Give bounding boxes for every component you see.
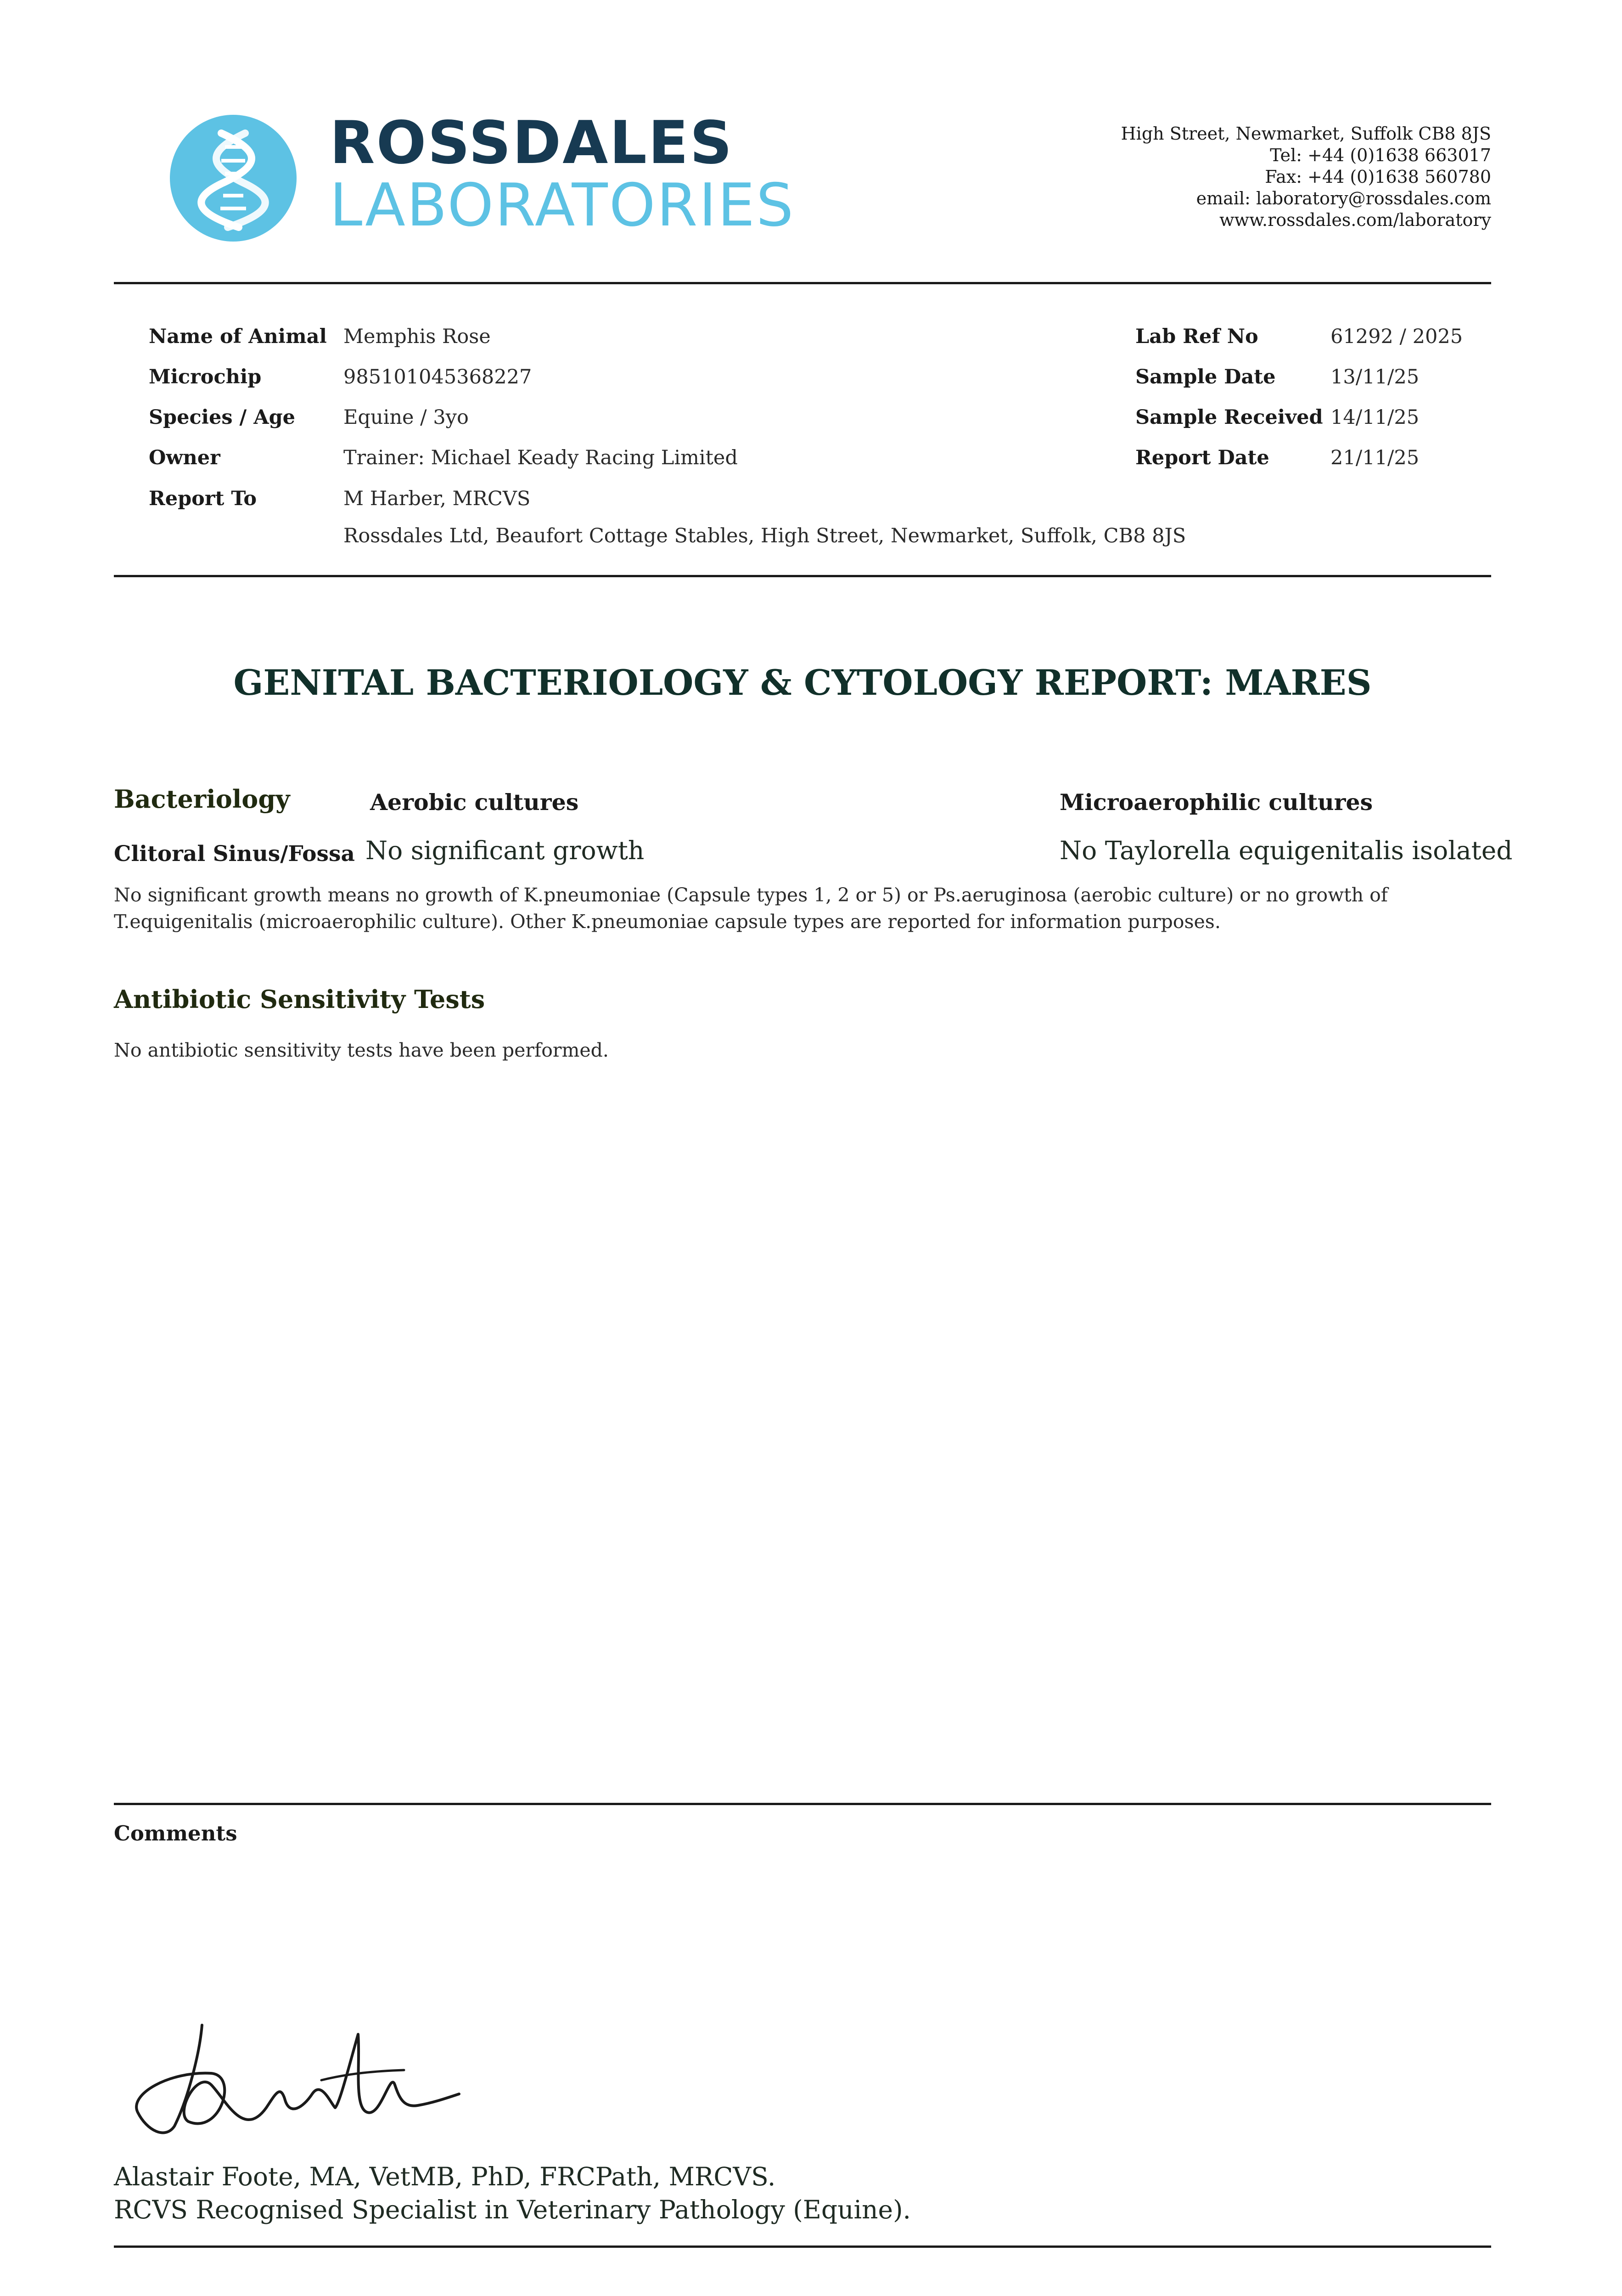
- contact-block: [1121, 123, 1491, 231]
- sample-date-label: Sample Date: [1135, 366, 1276, 388]
- report-date-value: 21/11/25: [1330, 446, 1420, 469]
- dna-helix-icon: [170, 115, 297, 242]
- aerobic-result: No significant growth: [365, 836, 645, 865]
- bacteriology-heading: Bacteriology: [114, 784, 290, 814]
- species-age-label: Species / Age: [149, 406, 295, 429]
- lab-ref-label: Lab Ref No: [1135, 325, 1258, 348]
- report-title: GENITAL BACTERIOLOGY & CYTOLOGY REPORT: MARES: [233, 662, 1372, 703]
- sample-received-value: 14/11/25: [1330, 406, 1420, 429]
- microaerophilic-result: No Taylorella equigenitalis isolated: [1060, 836, 1513, 865]
- aerobic-cultures-heading: Aerobic cultures: [370, 789, 579, 816]
- report-to-value: M Harber, MRCVS: [343, 487, 531, 510]
- contact-tel: Tel: +44 (0)1638 663017: [1270, 145, 1491, 165]
- microchip-label: Microchip: [149, 366, 262, 388]
- sample-date-value: 13/11/25: [1330, 366, 1420, 388]
- microaerophilic-cultures-heading: Microaerophilic cultures: [1060, 789, 1373, 816]
- contact-address: High Street, Newmarket, Suffolk CB8 8JS: [1121, 124, 1491, 144]
- logo-mark: [170, 115, 297, 242]
- report-date-label: Report Date: [1135, 446, 1269, 469]
- site-label: Clitoral Sinus/Fossa: [114, 841, 355, 867]
- report-to-address: Rossdales Ltd, Beaufort Cottage Stables, High Street, Newmarket, Suffolk, CB8 8JS: [343, 524, 1186, 547]
- signatory-title: RCVS Recognised Specialist in Veterinary Pathology (Equine).: [114, 2195, 911, 2224]
- owner-value: Trainer: Michael Keady Racing Limited: [343, 446, 738, 469]
- sensitivity-text: No antibiotic sensitivity tests have been performed.: [114, 1039, 609, 1061]
- comments-heading: Comments: [114, 1821, 237, 1846]
- name-of-animal-value: Memphis Rose: [343, 325, 491, 348]
- comments-divider: [114, 1803, 1491, 1805]
- contact-fax: Fax: +44 (0)1638 560780: [1265, 167, 1491, 187]
- sample-received-label: Sample Received: [1135, 406, 1323, 429]
- header-divider: [114, 282, 1491, 284]
- contact-web: www.rossdales.com/laboratory: [1219, 210, 1491, 230]
- signature-image: [119, 2016, 468, 2144]
- report-to-label: Report To: [149, 487, 257, 510]
- bacteriology-note: No significant growth means no growth of K.pneumoniae (Capsule types 1, 2 or 5) or Ps.aeruginosa (aerobic culture) or no growth of T.equigenitalis (microaerophilic culture). Other K.pneumoniae capsule types are reported for information purposes.: [114, 884, 1388, 933]
- lab-ref-value: 61292 / 2025: [1330, 325, 1463, 348]
- microchip-value: 985101045368227: [343, 366, 532, 388]
- signatory-name: Alastair Foote, MA, VetMB, PhD, FRCPath, MRCVS.: [114, 2162, 776, 2191]
- contact-email: email: laboratory@rossdales.com: [1196, 188, 1491, 208]
- signatory-block: [114, 2160, 911, 2226]
- sensitivity-heading: Antibiotic Sensitivity Tests: [114, 985, 485, 1014]
- footer-divider: [114, 2245, 1491, 2248]
- brand-name-line1: ROSSDALES: [330, 109, 734, 177]
- species-age-value: Equine / 3yo: [343, 406, 469, 429]
- brand-name-line2: LABORATORIES: [330, 171, 795, 240]
- owner-label: Owner: [149, 446, 220, 469]
- info-divider: [114, 575, 1491, 577]
- name-of-animal-label: Name of Animal: [149, 325, 327, 348]
